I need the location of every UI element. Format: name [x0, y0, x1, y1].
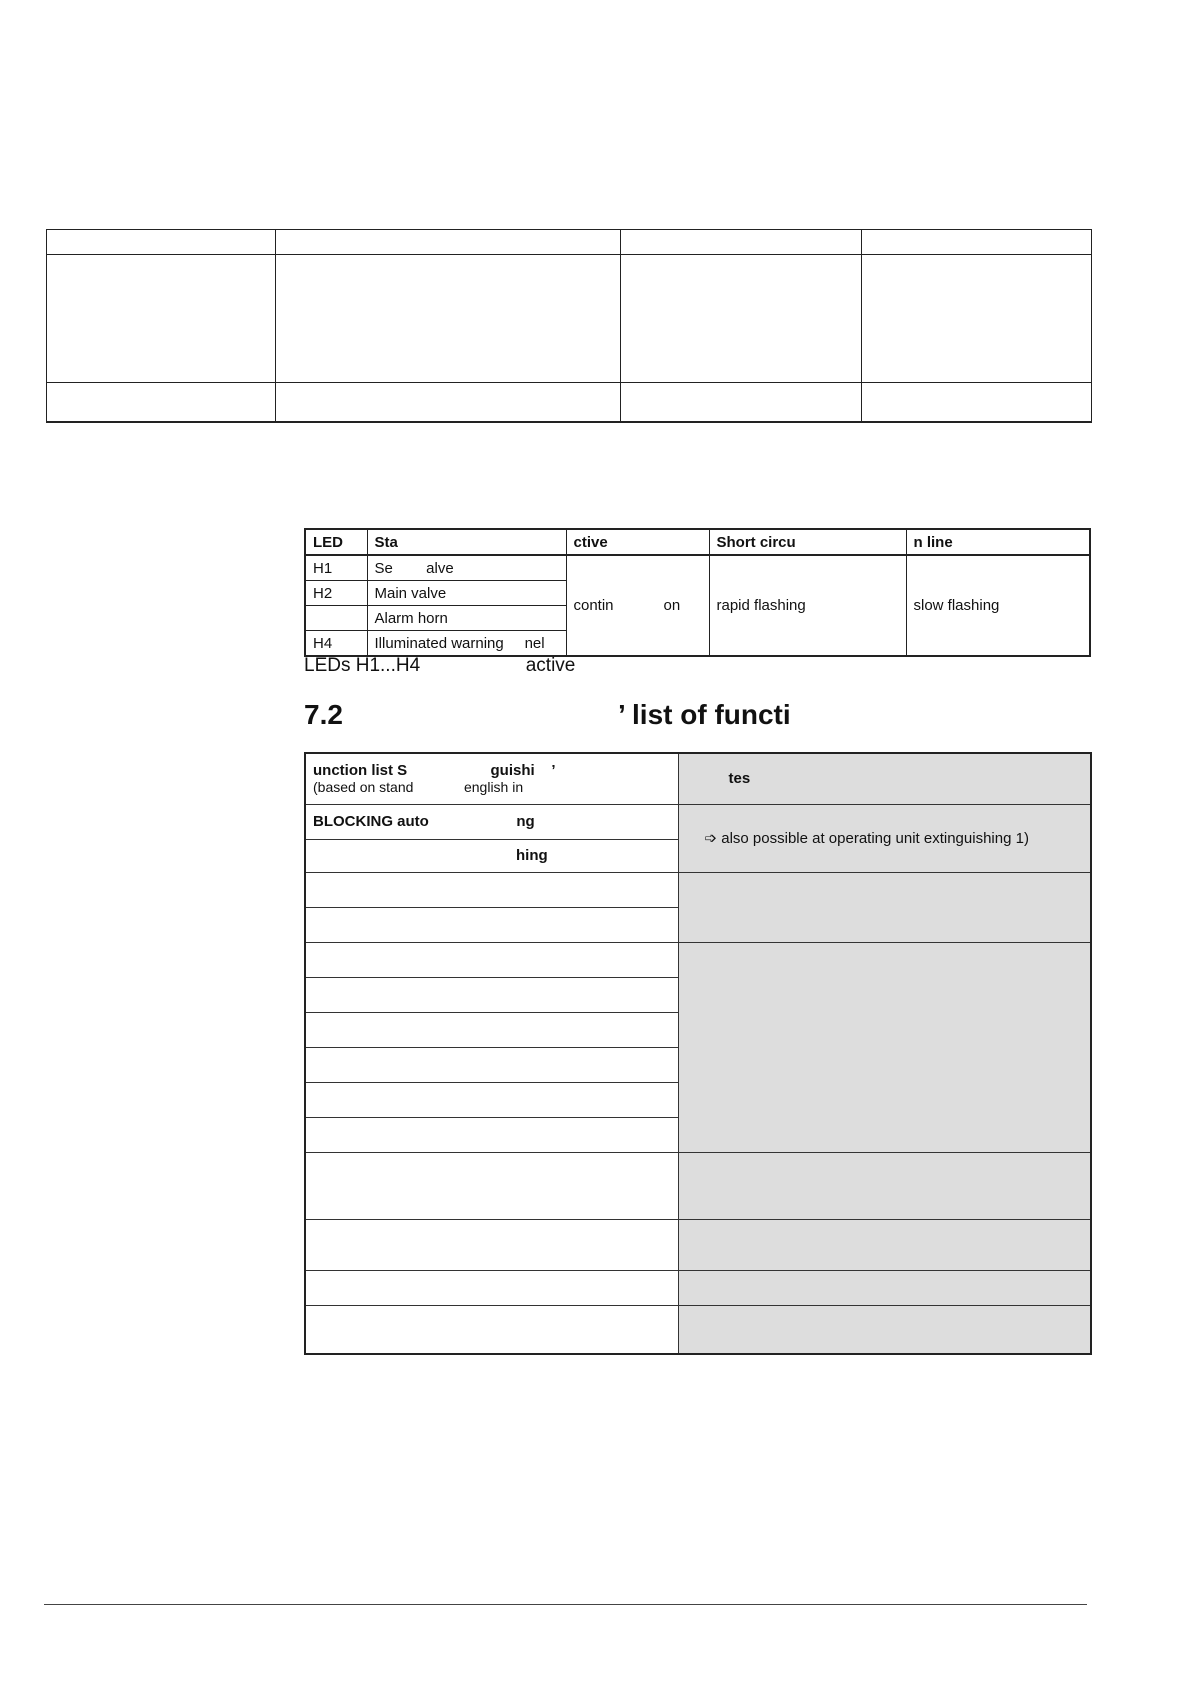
function-note [678, 942, 1091, 1152]
function-item [305, 1082, 678, 1117]
function-item [305, 942, 678, 977]
table-cell [862, 230, 1092, 255]
table-cell [621, 383, 862, 422]
function-list-table [304, 752, 1092, 1355]
led-id: H4 [305, 631, 367, 657]
table-row [305, 1305, 1091, 1354]
top-grid-header-row [47, 230, 1092, 255]
function-blocking-auto: BLOCKING auto ng [305, 804, 678, 839]
active-col-header: ctive [566, 529, 709, 555]
function-item [305, 1047, 678, 1082]
section-title: ’ list of functi [618, 699, 791, 730]
led-name: Se alve [367, 555, 566, 581]
table-cell [862, 255, 1092, 383]
table-row [305, 555, 1090, 581]
table-row [305, 1152, 1091, 1219]
function-list-title: unction list S guishi ’ [313, 762, 556, 780]
function-item [305, 1117, 678, 1152]
top-grid-table [46, 229, 1092, 423]
function-list-header [305, 753, 678, 804]
function-item [305, 1270, 678, 1305]
function-list-subtitle: (based on stand english in [313, 779, 524, 796]
active-state: contin on [566, 555, 709, 656]
function-note [678, 1270, 1091, 1305]
led-id [305, 606, 367, 631]
function-note [678, 872, 1091, 942]
led-name: Alarm horn [367, 606, 566, 631]
top-grid-row [47, 383, 1092, 422]
led-name: Main valve [367, 581, 566, 606]
section-number: 7.2 [304, 699, 343, 730]
function-item [305, 977, 678, 1012]
footer-divider [44, 1604, 1087, 1605]
led-name: Illuminated warning nel [367, 631, 566, 657]
table-cell [621, 230, 862, 255]
top-grid-row [47, 255, 1092, 383]
led-col-header: LED [305, 529, 367, 555]
table-cell [862, 383, 1092, 422]
table-row [305, 872, 1091, 907]
function-item [305, 1152, 678, 1219]
function-note [678, 1305, 1091, 1354]
table-cell [276, 230, 621, 255]
table-cell [276, 255, 621, 383]
function-note [678, 1219, 1091, 1270]
led-table-header [305, 529, 1090, 555]
table-row [305, 1219, 1091, 1270]
notes-header: tes [678, 753, 1091, 804]
open-line-state: slow flashing [906, 555, 1090, 656]
state-col-header: Sta [367, 529, 566, 555]
function-item [305, 1012, 678, 1047]
table-cell [621, 255, 862, 383]
function-item [305, 907, 678, 942]
table-cell [276, 383, 621, 422]
led-id: H2 [305, 581, 367, 606]
table-cell [47, 255, 276, 383]
led-id: H1 [305, 555, 367, 581]
led-caption: LEDs H1...H4 active [304, 655, 576, 676]
table-row [305, 804, 1091, 839]
table-row [305, 942, 1091, 977]
table-row [305, 1270, 1091, 1305]
table-cell [47, 383, 276, 422]
short-circuit-col-header: Short circu [709, 529, 906, 555]
function-item: hing [305, 839, 678, 872]
function-note [678, 1152, 1091, 1219]
function-item [305, 872, 678, 907]
function-table-header [305, 753, 1091, 804]
function-note: ➩ also possible at operating unit extinguishing 1) [678, 804, 1091, 872]
open-line-col-header: n line [906, 529, 1090, 555]
led-status-table [304, 528, 1091, 657]
function-item [305, 1219, 678, 1270]
function-item [305, 1305, 678, 1354]
table-cell [47, 230, 276, 255]
short-circuit-state: rapid flashing [709, 555, 906, 656]
